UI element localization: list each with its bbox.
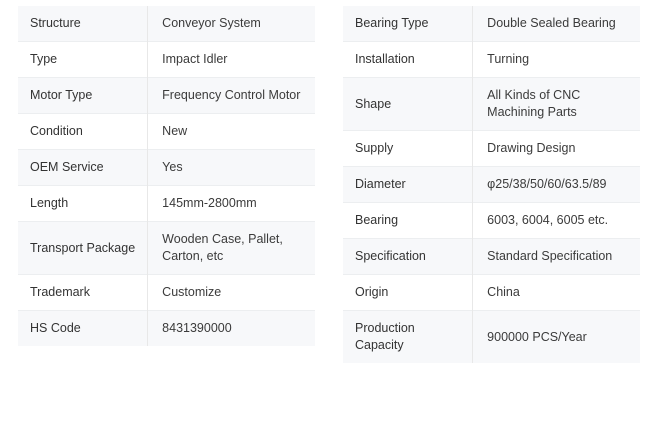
spec-value: Turning <box>473 42 640 78</box>
table-row <box>18 42 315 78</box>
spec-key: Transport Package <box>18 222 148 275</box>
spec-key: Installation <box>343 42 473 78</box>
spec-value: Yes <box>148 150 315 186</box>
table-row <box>18 311 315 347</box>
spec-value: Impact Idler <box>148 42 315 78</box>
left-spec-table-body <box>18 6 315 346</box>
table-row <box>343 167 640 203</box>
table-row <box>343 311 640 364</box>
spec-key: Length <box>18 186 148 222</box>
spec-key: Supply <box>343 131 473 167</box>
table-row <box>18 114 315 150</box>
spec-value: Conveyor System <box>148 6 315 42</box>
spec-key: Specification <box>343 239 473 275</box>
spec-value: Customize <box>148 275 315 311</box>
table-row <box>343 42 640 78</box>
table-row <box>343 239 640 275</box>
spec-value: φ25/38/50/60/63.5/89 <box>473 167 640 203</box>
table-row <box>18 186 315 222</box>
spec-key: Bearing <box>343 203 473 239</box>
table-row <box>18 222 315 275</box>
spec-key: Trademark <box>18 275 148 311</box>
spec-key: HS Code <box>18 311 148 347</box>
spec-value: Drawing Design <box>473 131 640 167</box>
spec-value: China <box>473 275 640 311</box>
spec-key: Diameter <box>343 167 473 203</box>
table-row <box>343 275 640 311</box>
spec-value: Wooden Case, Pallet, Carton, etc <box>148 222 315 275</box>
table-row <box>343 6 640 42</box>
table-row <box>343 78 640 131</box>
spec-key: Condition <box>18 114 148 150</box>
spec-value: 900000 PCS/Year <box>473 311 640 364</box>
spec-key: Type <box>18 42 148 78</box>
right-spec-column <box>329 0 658 428</box>
right-spec-table <box>343 6 640 363</box>
spec-value: New <box>148 114 315 150</box>
spec-value: 6003, 6004, 6005 etc. <box>473 203 640 239</box>
spec-key: Bearing Type <box>355 16 429 30</box>
right-spec-table-body <box>343 6 640 363</box>
table-row <box>18 78 315 114</box>
spec-value: Frequency Control Motor <box>148 78 315 114</box>
spec-key: Structure <box>30 16 81 30</box>
spec-key: Shape <box>343 78 473 131</box>
spec-key: Production Capacity <box>343 311 473 364</box>
spec-value: All Kinds of CNC Machining Parts <box>473 78 640 131</box>
table-row <box>18 275 315 311</box>
table-row <box>343 203 640 239</box>
table-row <box>18 150 315 186</box>
left-spec-table <box>18 6 315 346</box>
spec-value: Standard Specification <box>473 239 640 275</box>
table-row <box>343 131 640 167</box>
spec-value: 8431390000 <box>148 311 315 347</box>
spec-key: Origin <box>343 275 473 311</box>
table-row <box>18 6 315 42</box>
spec-value: 145mm-2800mm <box>148 186 315 222</box>
spec-key: OEM Service <box>18 150 148 186</box>
spec-value: Double Sealed Bearing <box>473 6 640 42</box>
spec-key: Motor Type <box>18 78 148 114</box>
